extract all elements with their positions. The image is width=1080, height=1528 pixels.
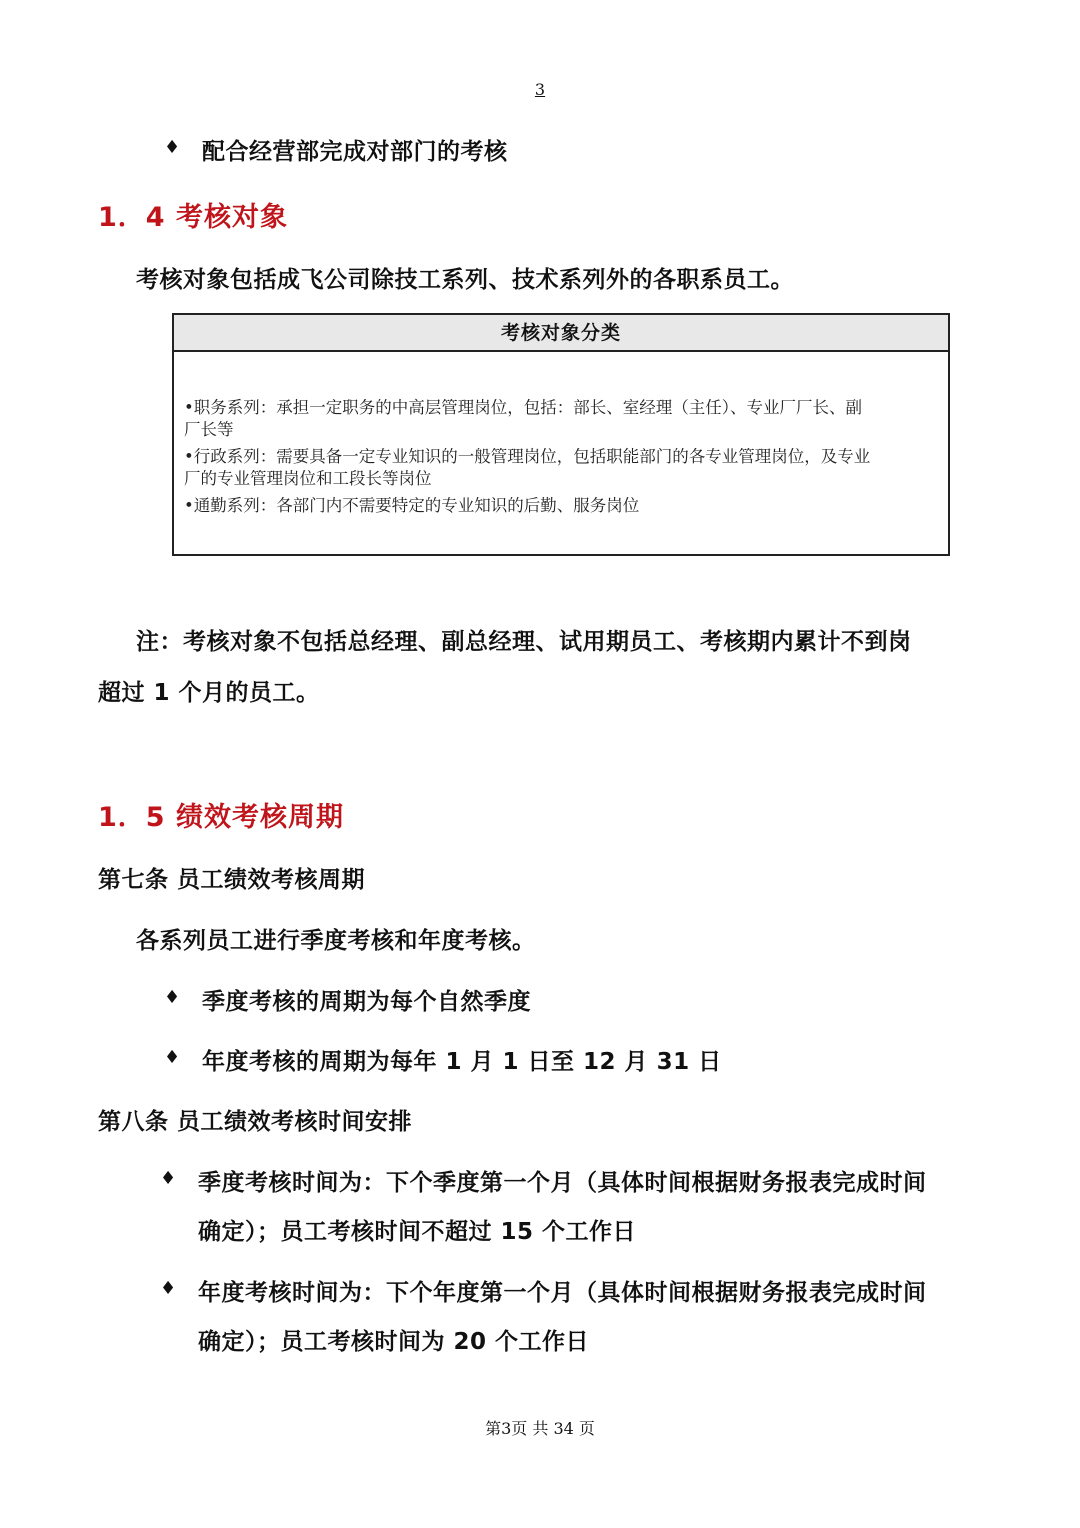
bullet-text: 年度考核的周期为每年 1 月 1 日至 12 月 31 日 [202,1049,722,1075]
article-8-title: 第八条 员工绩效考核时间安排 [98,1109,413,1135]
classification-item-line: •行政系列：需要具备一定专业知识的一般管理岗位，包括职能部门的各专业管理岗位，及专业 [184,447,871,466]
classification-item [184,446,936,489]
bullet-text-line-2: 确定）；员工考核时间不超过 15 个工作日 [198,1219,637,1245]
bullet-text: 季度考核的周期为每个自然季度 [202,989,531,1015]
classification-box [172,313,950,556]
classification-item-line: •通勤系列：各部门内不需要特定的专业知识的后勤、服务岗位 [184,496,640,515]
diamond-bullet-icon: ♦ [164,137,181,158]
note-line-1: 注：考核对象不包括总经理、副总经理、试用期员工、考核期内累计不到岗 [136,629,912,655]
section-heading-1-5: 1．5 绩效考核周期 [98,802,344,833]
bullet-text-line-1: 季度考核时间为：下个季度第一个月（具体时间根据财务报表完成时间 [198,1170,927,1196]
page-number-top: 3 [534,80,546,99]
diamond-bullet-icon: ♦ [164,1047,181,1068]
classification-item-line: 厂的专业管理岗位和工段长等岗位 [184,468,432,488]
classification-item-line: 厂长等 [184,419,234,439]
classification-item [184,495,936,517]
diamond-bullet-icon: ♦ [164,987,181,1008]
article-7-title: 第七条 员工绩效考核周期 [98,867,366,893]
section-1-4-intro: 考核对象包括成飞公司除技工系列、技术系列外的各职系员工。 [136,267,794,293]
article-7-text: 各系列员工进行季度考核和年度考核。 [136,928,536,954]
diamond-bullet-icon: ♦ [160,1168,177,1189]
section-heading-1-4: 1．4 考核对象 [98,202,288,233]
bullet-text-line-2: 确定）；员工考核时间为 20 个工作日 [198,1329,590,1355]
bullet-text-line-1: 年度考核时间为：下个年度第一个月（具体时间根据财务报表完成时间 [198,1280,927,1306]
classification-box-body [184,397,936,523]
classification-item [184,397,936,440]
bullet-text: 配合经营部完成对部门的考核 [202,139,508,165]
classification-item-line: •职务系列：承担一定职务的中高层管理岗位，包括：部长、室经理（主任）、专业厂厂长、副 [184,398,862,417]
classification-box-header: 考核对象分类 [174,315,948,352]
page-footer: 第3页 共 34 页 [485,1419,595,1438]
diamond-bullet-icon: ♦ [160,1278,177,1299]
note-line-2: 超过 1 个月的员工。 [98,680,320,706]
